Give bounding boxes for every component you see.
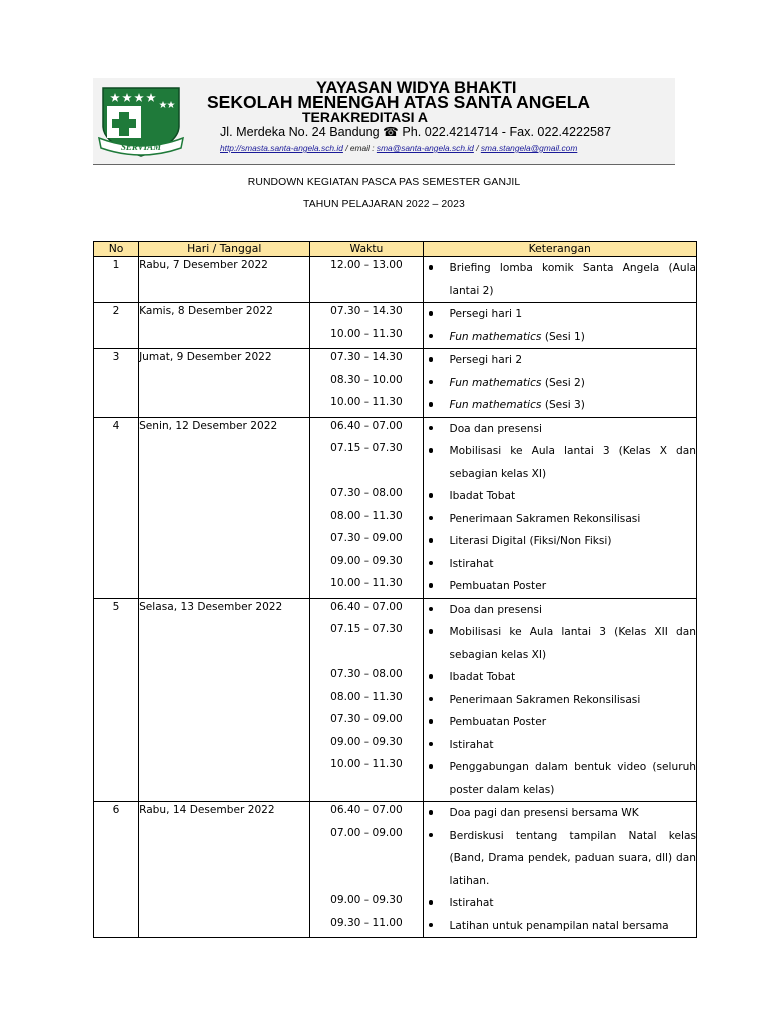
list-item	[424, 394, 696, 417]
row-activities	[423, 598, 696, 802]
time-slot: 07.00 – 09.00	[330, 826, 403, 839]
website-link[interactable]: http://smasta.santa-angela.sch.id	[220, 143, 343, 153]
time-slot: 09.00 – 09.30	[330, 735, 403, 748]
activity-name: Fun mathematics	[449, 376, 542, 389]
email-link-secondary[interactable]: sma.stangela@gmail.com	[480, 143, 578, 153]
activity-session: (Sesi 2)	[544, 376, 585, 389]
accreditation: TERAKREDITASI A	[302, 109, 428, 125]
list-item: Literasi Digital (Fiksi/Non Fiksi)	[424, 530, 696, 553]
row-times	[310, 257, 423, 303]
list-item: Penerimaan Sakramen Rekonsilisasi	[424, 689, 696, 712]
list-item: Berdiskusi tentang tampilan Natal kelas (Band, Drama pendek, paduan suara, dll) dan latihan.	[424, 825, 696, 893]
row-number: 5	[94, 598, 139, 802]
school-name: SEKOLAH MENENGAH ATAS SANTA ANGELA	[207, 92, 591, 112]
time-slot: 06.40 – 07.00	[330, 804, 403, 816]
school-logo-icon	[97, 82, 185, 160]
table-header-row	[94, 242, 697, 257]
row-date: Rabu, 14 Desember 2022	[139, 802, 310, 938]
time-slot: 10.00 – 11.30	[330, 577, 403, 589]
time-slot: 12.00 – 13.00	[330, 259, 403, 271]
time-slot: 07.30 – 09.00	[330, 532, 403, 544]
schedule-table	[93, 241, 697, 938]
logo-motto: SERVIAM	[120, 142, 162, 152]
list-item: Persegi hari 1	[424, 303, 696, 326]
table-row	[94, 598, 697, 802]
row-activities	[423, 417, 696, 598]
time-slot: 08.30 – 10.00	[330, 373, 403, 386]
row-times	[310, 303, 423, 349]
document-title: RUNDOWN KEGIATAN PASCA PAS SEMESTER GANJIL	[247, 177, 521, 188]
list-item: Pembuatan Poster	[424, 711, 696, 734]
row-number: 1	[94, 257, 139, 303]
list-item: Mobilisasi ke Aula lantai 3 (Kelas X dan sebagian kelas XI)	[424, 440, 696, 485]
row-number: 3	[94, 349, 139, 418]
list-item: Briefing lomba komik Santa Angela (Aula lantai 2)	[424, 257, 696, 302]
row-times	[310, 349, 423, 418]
email-link-primary[interactable]: sma@santa-angela.sch.id	[376, 143, 474, 153]
table-row	[94, 303, 697, 349]
row-activities	[423, 303, 696, 349]
letterhead-divider	[93, 164, 675, 165]
list-item: Ibadat Tobat	[424, 666, 696, 689]
table-row	[94, 417, 697, 598]
school-address	[220, 124, 670, 140]
row-activities	[423, 349, 696, 418]
row-times	[310, 598, 423, 802]
time-slot: 07.30 – 08.00	[330, 668, 403, 680]
time-slot: 09.00 – 09.30	[330, 894, 403, 906]
list-item: Doa pagi dan presensi bersama WK	[424, 802, 696, 825]
email-label: / email :	[345, 143, 375, 153]
phone-fax-text: Ph. 022.4214714 - Fax. 022.4222587	[402, 125, 611, 139]
time-slot: 06.40 – 07.00	[330, 419, 403, 432]
list-item: Penerimaan Sakramen Rekonsilisasi	[424, 508, 696, 531]
row-date: Selasa, 13 Desember 2022	[139, 598, 310, 802]
time-slot: 07.15 – 07.30	[330, 623, 403, 635]
time-slot: 10.00 – 11.30	[330, 327, 403, 340]
time-slot	[310, 463, 422, 486]
list-item: Ibadat Tobat	[424, 485, 696, 508]
time-slot	[310, 847, 422, 870]
list-item: Latihan untuk penampilan natal bersama	[424, 915, 696, 938]
activity-session: (Sesi 3)	[544, 399, 585, 411]
time-slot: 07.30 – 14.30	[330, 305, 403, 317]
list-item: Penggabungan dalam bentuk video (seluruh poster dalam kelas)	[424, 756, 696, 801]
list-item: Pembuatan Poster	[424, 575, 696, 598]
time-slot: 08.00 – 11.30	[330, 509, 403, 522]
list-item: Istirahat	[424, 892, 696, 915]
list-item: Doa dan presensi	[424, 599, 696, 622]
header-no: No	[94, 242, 139, 257]
time-slot: 09.00 – 09.30	[330, 554, 403, 567]
activity-session: (Sesi 1)	[544, 330, 585, 343]
foundation-name: YAYASAN WIDYA BHAKTI	[316, 79, 517, 97]
time-slot	[310, 870, 422, 893]
time-slot: 06.40 – 07.00	[330, 600, 403, 613]
list-item: Persegi hari 2	[424, 349, 696, 372]
time-slot: 07.30 – 14.30	[330, 351, 403, 363]
row-number: 6	[94, 802, 139, 938]
header-time: Waktu	[310, 242, 423, 257]
time-slot	[310, 644, 422, 667]
row-times	[310, 802, 423, 938]
time-slot: 10.00 – 11.30	[330, 758, 403, 770]
row-activities	[423, 802, 696, 938]
row-number: 4	[94, 417, 139, 598]
address-text: Jl. Merdeka No. 24 Bandung	[220, 125, 380, 139]
phone-icon: ☎	[383, 125, 399, 139]
time-slot: 07.30 – 08.00	[330, 487, 403, 499]
row-date: Jumat, 9 Desember 2022	[139, 349, 310, 418]
email-separator: /	[476, 143, 479, 153]
header-day: Hari / Tanggal	[139, 242, 310, 257]
document-subtitle: TAHUN PELAJARAN 2022 – 2023	[303, 199, 465, 210]
list-item: Doa dan presensi	[424, 418, 696, 441]
table-row	[94, 349, 697, 418]
activity-name: Fun mathematics	[449, 399, 542, 411]
row-number: 2	[94, 303, 139, 349]
time-slot: 07.30 – 09.00	[330, 713, 403, 725]
list-item: Istirahat	[424, 734, 696, 757]
row-activities	[423, 257, 696, 303]
list-item	[424, 372, 696, 395]
activity-name: Fun mathematics	[449, 330, 542, 343]
row-date: Senin, 12 Desember 2022	[139, 417, 310, 598]
table-row	[94, 802, 697, 938]
time-slot: 09.30 – 11.00	[330, 916, 403, 929]
time-slot: 07.15 – 07.30	[330, 442, 403, 454]
row-date: Rabu, 7 Desember 2022	[139, 257, 310, 303]
row-date: Kamis, 8 Desember 2022	[139, 303, 310, 349]
row-times	[310, 417, 423, 598]
table-row	[94, 257, 697, 303]
list-item: Istirahat	[424, 553, 696, 576]
header-info: Keterangan	[423, 242, 696, 257]
time-slot: 10.00 – 11.30	[330, 396, 403, 408]
list-item: Mobilisasi ke Aula lantai 3 (Kelas XII dan sebagian kelas XI)	[424, 621, 696, 666]
list-item	[424, 326, 696, 349]
time-slot: 08.00 – 11.30	[330, 690, 403, 703]
contact-links	[220, 142, 670, 154]
